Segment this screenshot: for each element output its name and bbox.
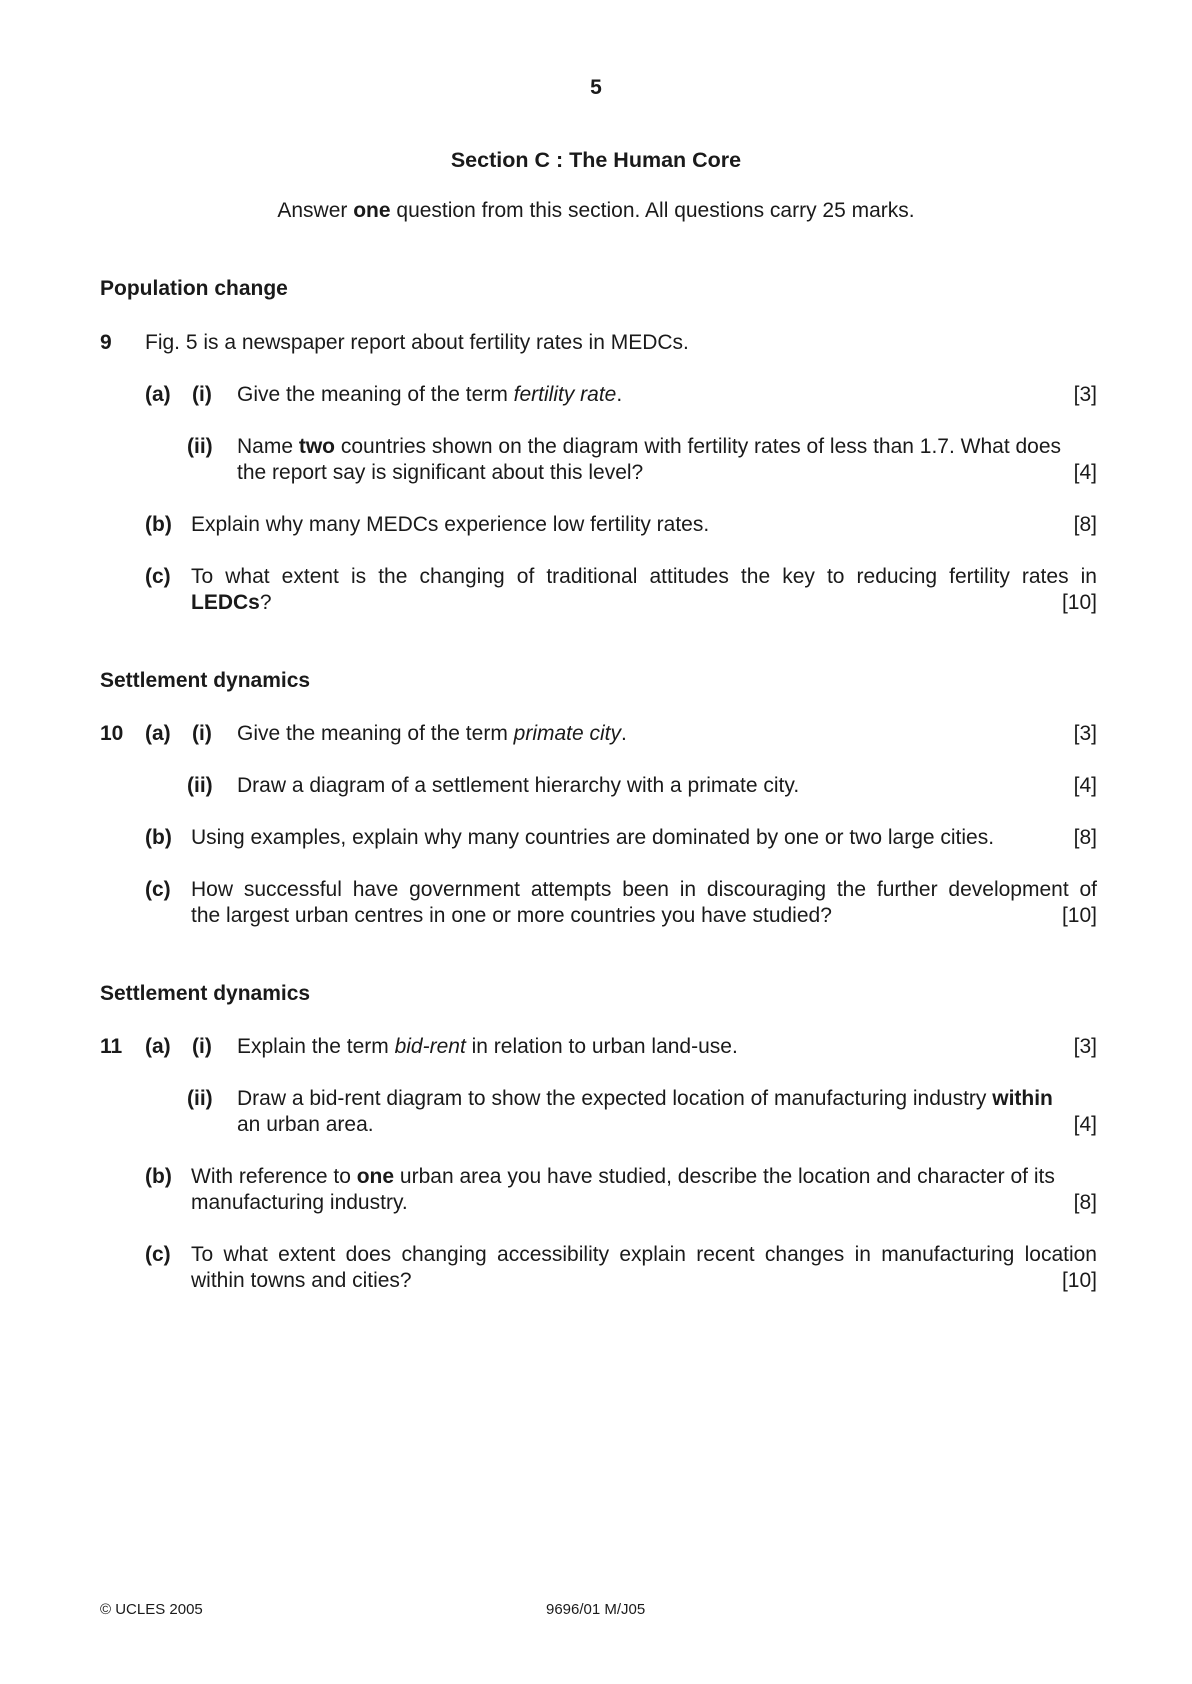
mark-allocation: [8]	[1073, 826, 1097, 849]
q9-a-i-before: Give the meaning of the term	[237, 383, 514, 406]
subpart-label-i: (i)	[192, 383, 212, 406]
q9-c-bold: LEDCs	[191, 591, 260, 614]
question-number: 9	[100, 331, 112, 354]
mark-allocation: [10]	[1061, 1269, 1097, 1292]
subpart-label-i: (i)	[192, 722, 212, 745]
mark-allocation: [4]	[1073, 1113, 1097, 1136]
q9-a-ii-text	[237, 434, 1061, 460]
q9-b-text: Explain why many MEDCs experience low fertility rates.	[191, 513, 710, 536]
q11-c-line2-text: within towns and cities?	[191, 1269, 412, 1292]
part-label-c: (c)	[145, 878, 171, 901]
mark-allocation: [8]	[1073, 513, 1097, 536]
instructions	[0, 199, 1192, 223]
question-intro: Fig. 5 is a newspaper report about fertility rates in MEDCs.	[145, 331, 689, 354]
part-label-c: (c)	[145, 1243, 171, 1266]
q9-a-i-text	[237, 382, 622, 408]
part-label-a: (a)	[145, 383, 171, 406]
section-title: Section C : The Human Core	[450, 148, 742, 172]
q11-a-ii-bold: within	[992, 1087, 1053, 1110]
mark-allocation: [3]	[1073, 722, 1097, 745]
instructions-before: Answer	[277, 199, 354, 222]
q10-a-i-text	[237, 721, 627, 747]
mark-allocation: [3]	[1073, 1035, 1097, 1058]
q11-b-text	[191, 1164, 1055, 1190]
mark-allocation: [10]	[1061, 591, 1097, 614]
q10-b-text: Using examples, explain why many countries are dominated by one or two large cities.	[191, 826, 995, 849]
mark-allocation: [3]	[1073, 383, 1097, 406]
q10-a-i-after: .	[621, 722, 627, 745]
q11-a-i-after: in relation to urban land-use.	[465, 1035, 738, 1058]
q11-c-line1-text: To what extent does changing accessibility explain recent changes in manufacturing location	[191, 1243, 1097, 1266]
mark-allocation: [4]	[1073, 461, 1097, 484]
subpart-label-ii: (ii)	[187, 774, 213, 797]
q10-a-i-term: primate city	[513, 722, 621, 745]
q9-a-ii-bold: two	[298, 435, 336, 458]
topic-heading-settlement-dynamics: Settlement dynamics	[100, 669, 311, 692]
q10-a-ii-text: Draw a diagram of a settlement hierarchy with a primate city.	[237, 774, 800, 797]
subpart-label-ii: (ii)	[187, 435, 213, 458]
part-label-b: (b)	[145, 826, 172, 849]
q9-a-ii-after: countries shown on the diagram with fertility rates of less than 1.7. What does	[335, 435, 1062, 458]
part-label-b: (b)	[145, 513, 172, 536]
q9-c-line2-text	[191, 590, 272, 616]
topic-heading-settlement-dynamics: Settlement dynamics	[100, 982, 311, 1005]
q10-c-line2-text: the largest urban centres in one or more countries you have studied?	[191, 904, 832, 927]
q11-b-bold: one	[356, 1165, 395, 1188]
q9-c-after: ?	[259, 591, 272, 614]
q9-a-i-term: fertility rate	[513, 383, 617, 406]
topic-heading-population-change: Population change	[100, 277, 288, 300]
q11-a-i-text	[237, 1034, 738, 1060]
q11-a-ii-line2-text: an urban area.	[237, 1113, 374, 1136]
part-label-a: (a)	[145, 1035, 171, 1058]
q9-a-ii-line2-text: the report say is significant about this level?	[237, 461, 644, 484]
page-number: 5	[590, 76, 602, 99]
part-label-c: (c)	[145, 565, 171, 588]
instructions-after: question from this section. All questions carry 25 marks.	[390, 199, 915, 222]
instructions-bold: one	[353, 199, 391, 222]
q11-b-before: With reference to	[191, 1165, 357, 1188]
question-number: 10	[100, 722, 124, 745]
part-label-a: (a)	[145, 722, 171, 745]
q9-c-line1-text: To what extent is the changing of traditional attitudes the key to reducing fertility rates in	[191, 565, 1097, 588]
q10-c-line1-text: How successful have government attempts been in discouraging the further development of	[191, 878, 1097, 901]
mark-allocation: [10]	[1061, 904, 1097, 927]
q11-a-ii-text	[237, 1086, 1053, 1112]
question-number: 11	[100, 1035, 123, 1058]
q11-a-i-before: Explain the term	[237, 1035, 395, 1058]
mark-allocation: [8]	[1073, 1191, 1097, 1214]
q11-b-line2-text: manufacturing industry.	[191, 1191, 408, 1214]
footer-paper-code: 9696/01 M/J05	[546, 1601, 646, 1618]
q10-a-i-before: Give the meaning of the term	[237, 722, 514, 745]
part-label-b: (b)	[145, 1165, 172, 1188]
subpart-label-i: (i)	[192, 1035, 212, 1058]
q11-b-after: urban area you have studied, describe the location and character of its	[394, 1165, 1055, 1188]
footer-copyright: © UCLES 2005	[100, 1601, 203, 1618]
q11-a-ii-before: Draw a bid-rent diagram to show the expected location of manufacturing industry	[237, 1087, 993, 1110]
q9-a-ii-before: Name	[237, 435, 299, 458]
q11-a-i-term: bid-rent	[394, 1035, 466, 1058]
subpart-label-ii: (ii)	[187, 1087, 213, 1110]
q9-a-i-after: .	[616, 383, 623, 406]
mark-allocation: [4]	[1073, 774, 1097, 797]
